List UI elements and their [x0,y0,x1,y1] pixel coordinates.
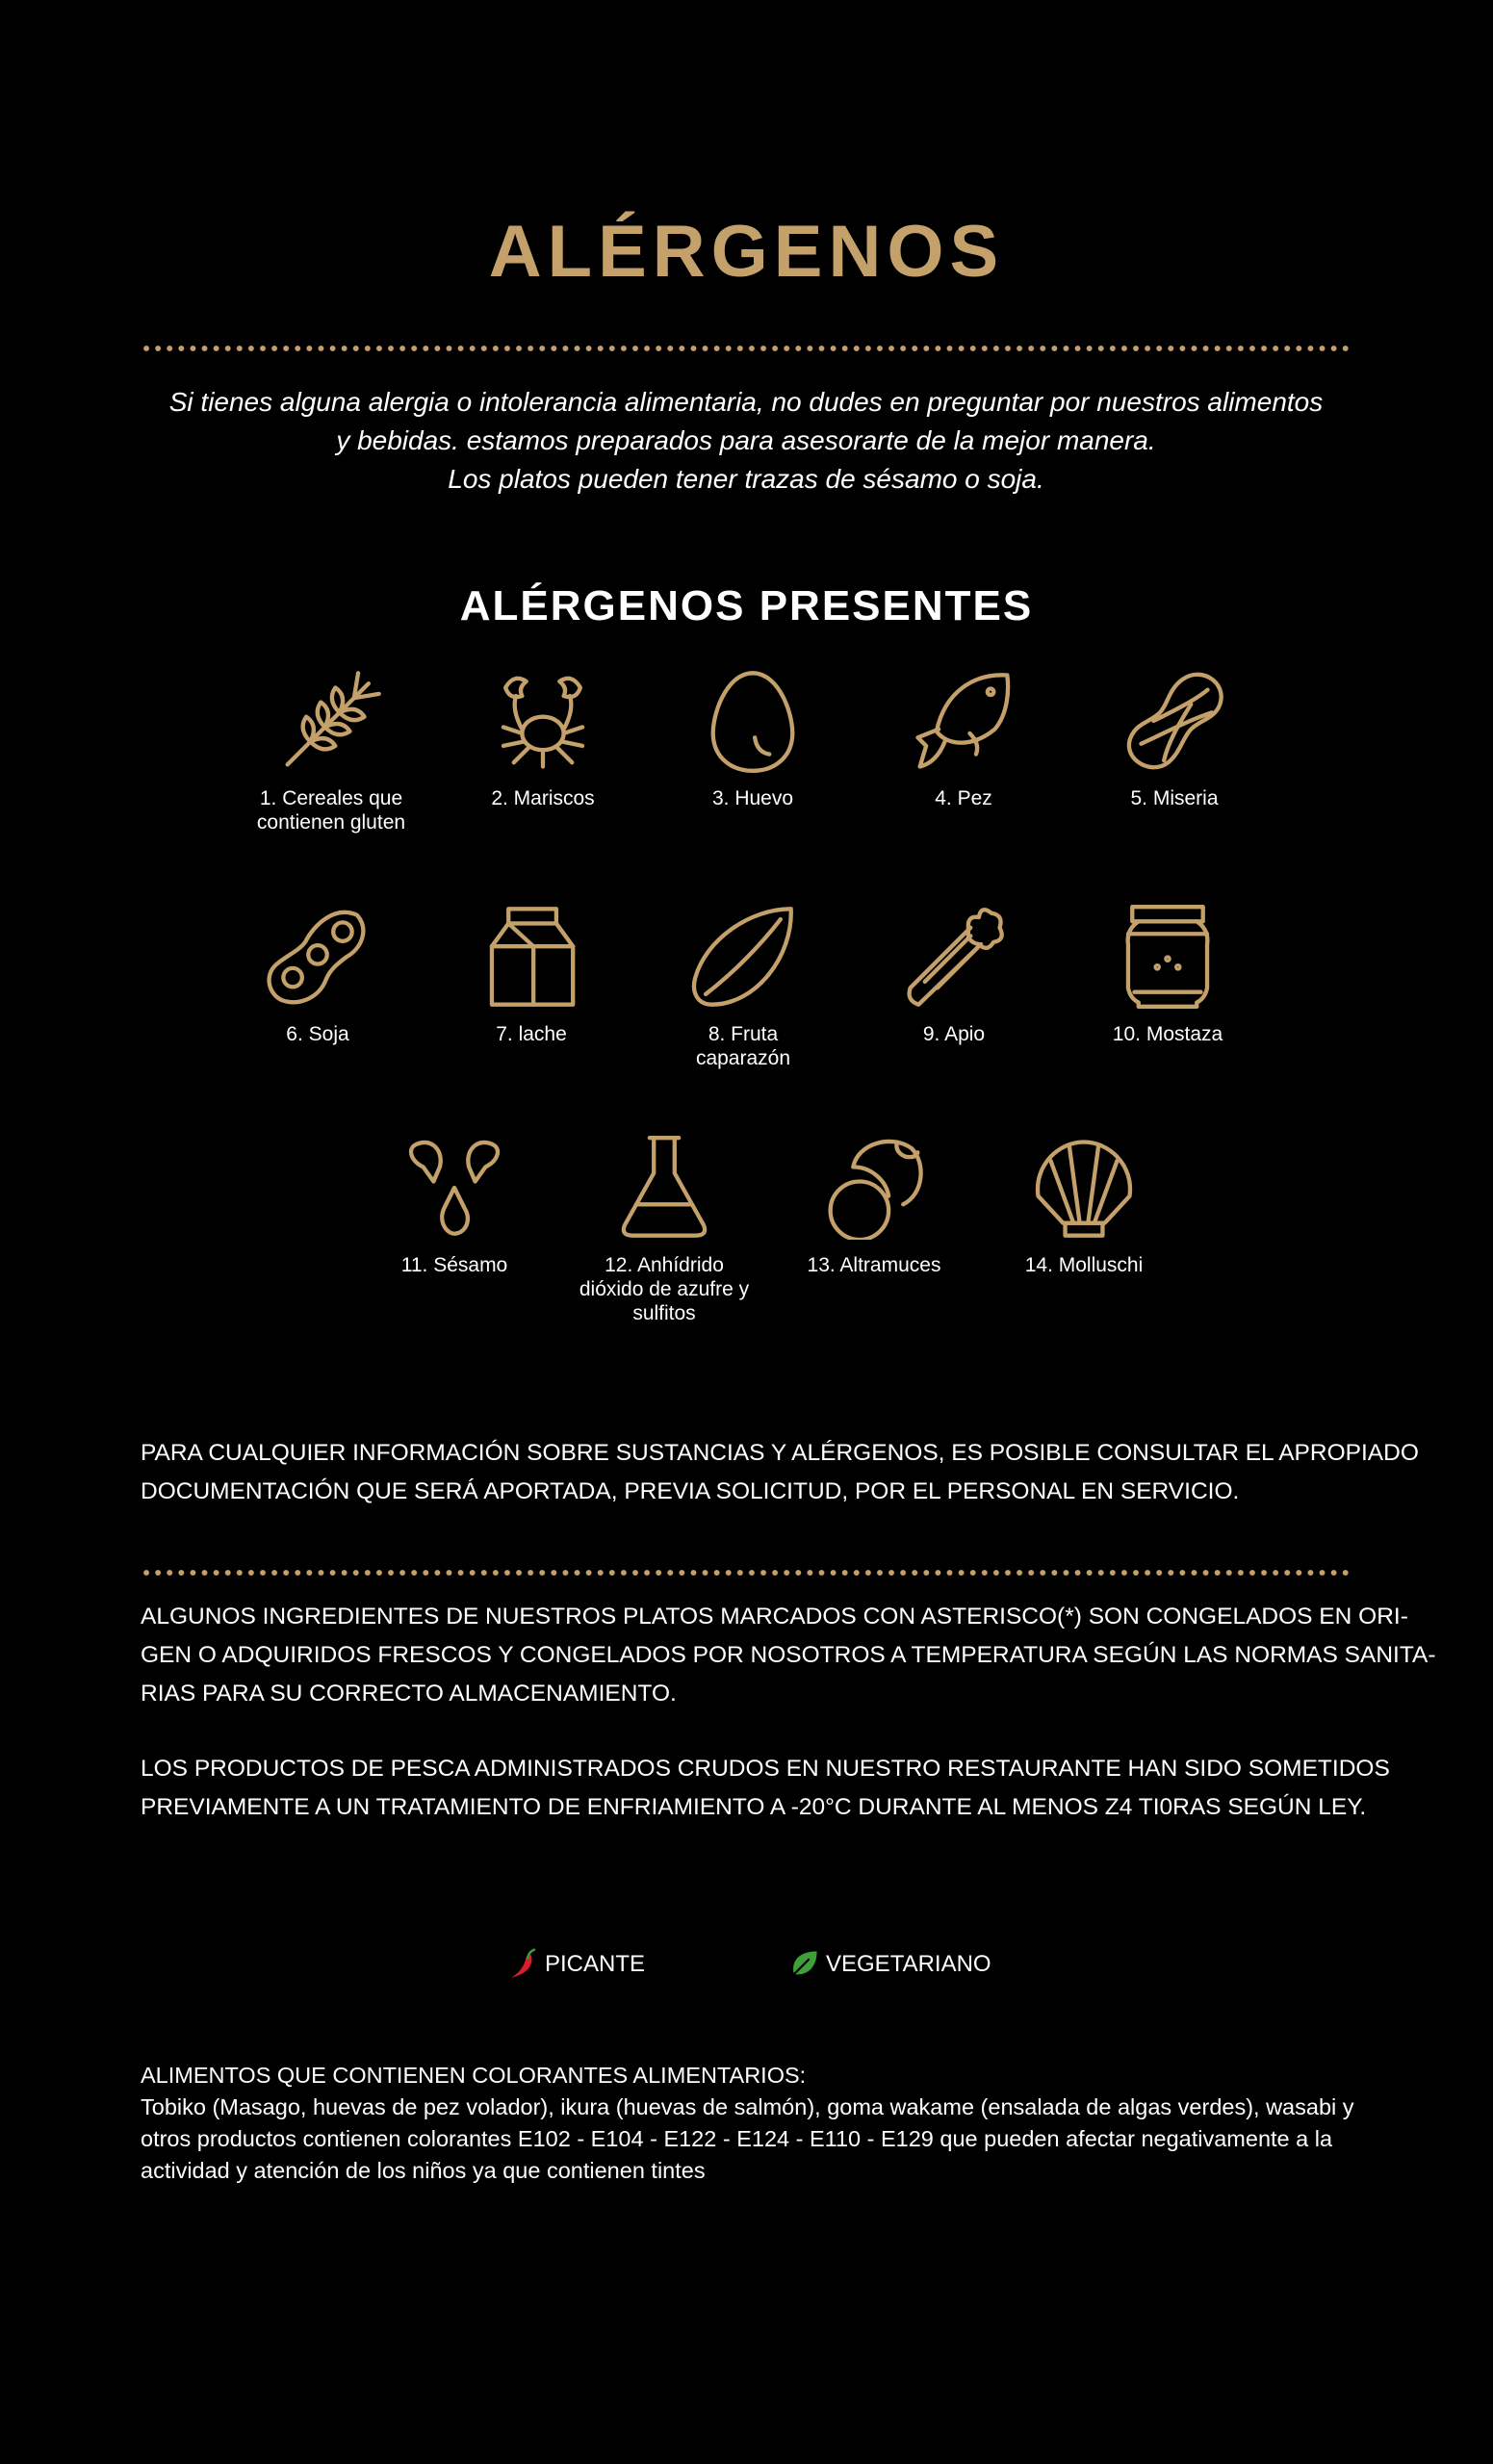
paragraph-line: RIAS PARA SU CORRECTO ALMACENAMIENTO. [141,1681,677,1707]
allergen-sesame [358,1136,551,1277]
colorants-section [141,2060,1363,2187]
allergen-milk [435,905,628,1046]
page-title: ALÉRGENOS [488,211,1005,293]
allergen-label-line: 4. Pez [935,787,992,809]
intro-line: Si tienes alguna alergia o intolerancia alimentaria, no dudes en preguntar por nuestros alimentos [168,387,1324,417]
allergen-label [858,1022,1050,1046]
intro-text [141,383,1351,499]
lupin-icon [822,1136,926,1240]
legend-vegetarian [787,1948,991,1981]
allergen-label-line: dióxido de azufre y [579,1278,750,1300]
colorants-line: Tobiko (Masago, huevas de pez volador), ikura (huevas de salmón), goma wakame (ensalada de algas verdes), wasabi y [141,2094,1354,2119]
allergen-label-line: 7. lache [496,1023,567,1045]
allergen-label-line: 11. Sésamo [400,1254,508,1276]
allergen-label [221,1022,414,1046]
allergen-mustard [1071,905,1264,1046]
paragraph-line: PARA CUALQUIER INFORMACIÓN SOBRE SUSTANCIAS Y ALÉRGENOS, ES POSIBLE CONSULTAR EL APROPIADO [141,1440,1419,1466]
chili-pepper-icon [506,1948,539,1981]
egg-icon [701,669,805,773]
allergen-label [435,1022,628,1046]
colorants-line: otros productos contienen colorantes E102 - E104 - E122 - E124 - E110 - E129 que pueden afectar negativamente a la [141,2126,1333,2151]
allergen-peanut [1078,669,1271,810]
allergen-molluscs [988,1136,1180,1277]
leaf-icon [787,1948,820,1981]
allergen-label-line: 8. Fruta [708,1023,779,1045]
paragraph-line: PREVIAMENTE A UN TRATAMIENTO DE ENFRIAMIENTO A -20°C DURANTE AL MENOS Z4 TI0RAS SEGÚN LEY. [141,1794,1367,1820]
almond-icon [691,905,795,1009]
allergen-label [1071,1022,1264,1046]
allergen-celery [858,905,1050,1046]
legend-spicy-label: PICANTE [545,1951,646,1977]
celery-icon [902,905,1006,1009]
peanut-icon [1122,669,1226,773]
allergen-egg [656,669,849,810]
allergen-label [988,1253,1180,1277]
wheat-icon [279,669,383,773]
allergen-label-line: 3. Huevo [711,787,794,809]
allergen-label-line: 5. Miseria [1130,787,1219,809]
raw-fish-paragraph [141,1750,1390,1827]
frozen-ingredients-paragraph [141,1598,1436,1713]
dotted-divider-bottom [141,1569,1351,1577]
colorants-heading: ALIMENTOS QUE CONTIENEN COLORANTES ALIMENTARIOS: [141,2063,807,2088]
allergen-label-line: 2. Mariscos [491,787,595,809]
flask-icon [612,1136,716,1240]
paragraph-line: GEN O ADQUIRIDOS FRESCOS Y CONGELADOS POR NOSOTROS A TEMPERATURA SEGÚN LAS NORMAS SANITA- [141,1642,1436,1668]
allergen-label-line: sulfitos [632,1302,696,1324]
allergen-cereals-gluten [235,669,427,834]
allergen-label [778,1253,970,1277]
allergen-label-line: 9. Apio [922,1023,986,1045]
allergen-label [867,786,1060,810]
allergen-label-line: 6. Soja [286,1023,349,1045]
legend-spicy [506,1948,645,1981]
shell-icon [1032,1136,1136,1240]
allergen-label-line: 12. Anhídrido [605,1254,724,1276]
allergen-shellfish [447,669,639,810]
allergen-label-line: 1. Cereales que [259,787,403,809]
allergen-label [447,786,639,810]
allergen-label [358,1253,551,1277]
crab-icon [491,669,595,773]
dotted-divider-top [141,345,1351,352]
allergen-label-line: contienen gluten [256,811,406,834]
allergen-lupin [778,1136,970,1277]
paragraph-line: ALGUNOS INGREDIENTES DE NUESTROS PLATOS MARCADOS CON ASTERISCO(*) SON CONGELADOS EN ORI- [141,1604,1408,1630]
legend-vegetarian-label: VEGETARIANO [826,1951,991,1977]
allergen-soy [221,905,414,1046]
allergen-label [647,1022,839,1070]
allergen-label [656,786,849,810]
intro-line: Los platos pueden tener trazas de sésamo o soja. [448,464,1044,494]
sesame-icon [402,1136,506,1240]
allergen-label [235,786,427,834]
allergen-fish [867,669,1060,810]
paragraph-line: DOCUMENTACIÓN QUE SERÁ APORTADA, PREVIA SOLICITUD, POR EL PERSONAL EN SERVICIO. [141,1478,1240,1504]
colorants-line: actividad y atención de los niños ya que contienen tintes [141,2158,706,2183]
allergen-label-line: caparazón [695,1047,791,1069]
allergens-present-heading: ALÉRGENOS PRESENTES [459,582,1034,629]
allergen-tree-nuts [647,905,839,1070]
allergen-label-line: 13. Altramuces [807,1254,941,1276]
mustard-jar-icon [1116,905,1220,1009]
allergen-label-line: 10. Mostaza [1112,1023,1223,1045]
allergen-label [1078,786,1271,810]
allergen-label-line: 14. Molluschi [1024,1254,1144,1276]
intro-line: y bebidas. estamos preparados para asesorarte de la mejor manera. [336,425,1156,455]
allergen-info-paragraph [141,1434,1419,1511]
allergen-label [568,1253,760,1325]
milk-carton-icon [479,905,583,1009]
soy-icon [266,905,370,1009]
allergen-sulphites [568,1136,760,1325]
fish-icon [912,669,1016,773]
paragraph-line: LOS PRODUCTOS DE PESCA ADMINISTRADOS CRUDOS EN NUESTRO RESTAURANTE HAN SIDO SOMETIDOS [141,1756,1390,1782]
